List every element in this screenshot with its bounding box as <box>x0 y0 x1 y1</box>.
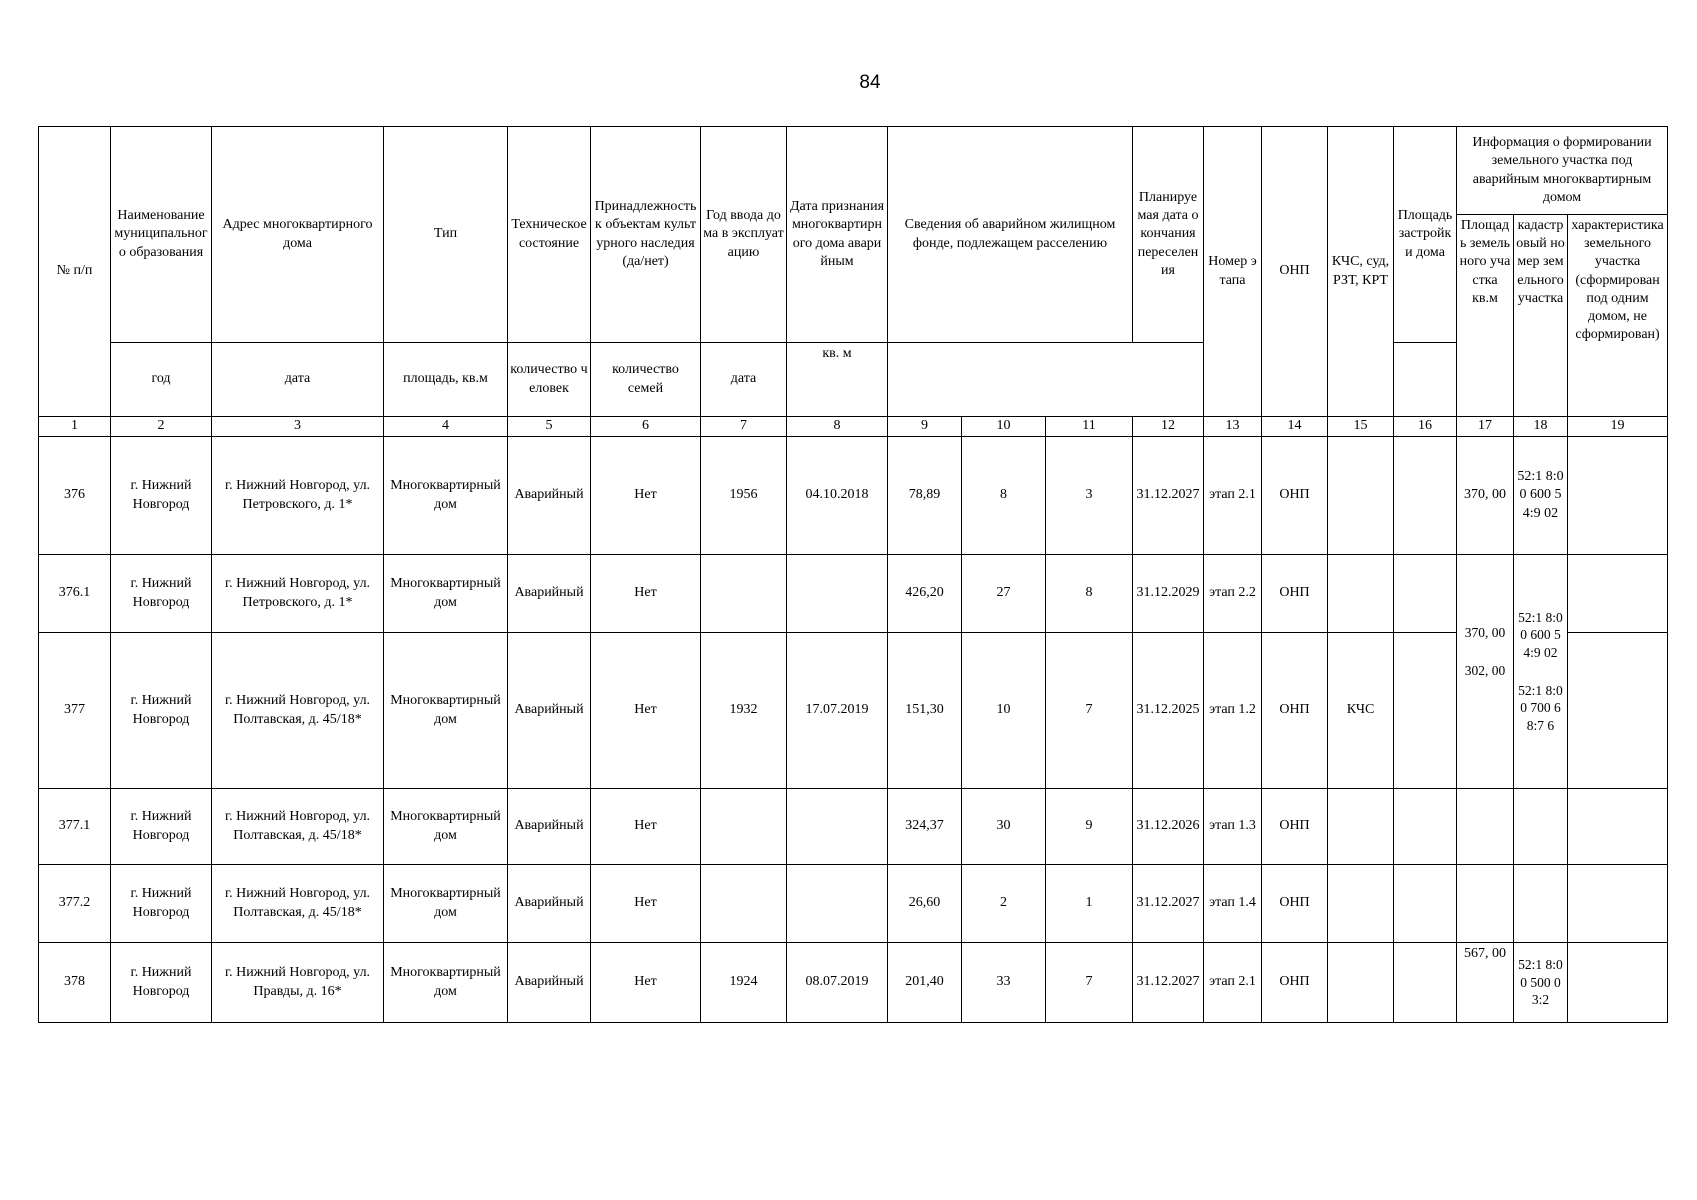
row-stage: этап 2.1 <box>1204 437 1262 555</box>
row-address: г. Нижний Новгород, ул. Правды, д. 16* <box>212 943 384 1023</box>
row-state: Аварийный <box>508 633 591 789</box>
column-number: 3 <box>212 417 384 437</box>
column-number: 17 <box>1457 417 1514 437</box>
row-state: Аварийный <box>508 943 591 1023</box>
row-recognition-date <box>787 789 888 865</box>
column-numbers-row <box>39 417 1668 437</box>
header-row-bottom <box>39 343 1668 417</box>
header-group-land-plot: Информация о формировании земельного участка под аварийным многоквартирным домом <box>1457 127 1668 215</box>
row-type: Многоквартирный дом <box>384 865 508 943</box>
row-year <box>701 789 787 865</box>
header-col-kchs: КЧС, суд, РЗТ, КРТ <box>1328 127 1394 417</box>
row-stage: этап 1.4 <box>1204 865 1262 943</box>
row-address: г. Нижний Новгород, ул. Полтавская, д. 45/18* <box>212 789 384 865</box>
row-stage: этап 2.1 <box>1204 943 1262 1023</box>
spacer <box>1459 679 1511 699</box>
row-land-characteristic <box>1568 943 1668 1023</box>
table-row <box>39 943 1668 1023</box>
row-year: 1932 <box>701 633 787 789</box>
row-cadastral-number: 52:1 8:00 600 54:9 02 <box>1518 609 1563 660</box>
column-number: 8 <box>787 417 888 437</box>
row-year: 1924 <box>701 943 787 1023</box>
emergency-housing-table <box>38 126 1668 1023</box>
row-people: 33 <box>962 943 1046 1023</box>
table-row <box>39 789 1668 865</box>
row-cadastral-merged <box>1514 555 1568 789</box>
header-sub-people: количество человек <box>508 343 591 417</box>
row-municipality: г. Нижний Новгород <box>111 633 212 789</box>
row-people: 2 <box>962 865 1046 943</box>
table-row <box>39 865 1668 943</box>
row-heritage: Нет <box>591 633 701 789</box>
row-year <box>701 555 787 633</box>
row-stage: этап 1.3 <box>1204 789 1262 865</box>
row-kchs <box>1328 789 1394 865</box>
column-number: 2 <box>111 417 212 437</box>
column-number: 13 <box>1204 417 1262 437</box>
row-municipality: г. Нижний Новгород <box>111 437 212 555</box>
header-sub-date: дата <box>212 343 384 417</box>
row-type: Многоквартирный дом <box>384 437 508 555</box>
row-cadastral-number: 52:1 8:00 500 03:2 <box>1514 943 1568 1023</box>
row-land-area <box>1457 789 1514 865</box>
header-sub-area: площадь, кв.м <box>384 343 508 417</box>
table-row <box>39 555 1668 633</box>
row-onp: ОНП <box>1262 555 1328 633</box>
row-cadastral-number <box>1514 865 1568 943</box>
row-municipality: г. Нижний Новгород <box>111 789 212 865</box>
row-planned-date: 31.12.2025 <box>1133 633 1204 789</box>
row-kchs: КЧС <box>1328 633 1394 789</box>
row-state: Аварийный <box>508 789 591 865</box>
row-families: 1 <box>1046 865 1133 943</box>
row-recognition-date <box>787 865 888 943</box>
row-planned-date: 31.12.2027 <box>1133 437 1204 555</box>
row-land-area-value: 302, 00 <box>1464 662 1506 678</box>
row-families: 7 <box>1046 633 1133 789</box>
header-sub-planned-date: дата <box>701 343 787 417</box>
row-land-characteristic <box>1568 789 1668 865</box>
row-families: 7 <box>1046 943 1133 1023</box>
row-kchs <box>1328 555 1394 633</box>
header-col-type: Тип <box>384 127 508 343</box>
row-state: Аварийный <box>508 555 591 633</box>
row-recognition-date: 17.07.2019 <box>787 633 888 789</box>
header-sub-built-area-unit: кв. м <box>787 343 888 417</box>
row-number: 377.2 <box>39 865 111 943</box>
row-onp: ОНП <box>1262 789 1328 865</box>
column-number: 6 <box>591 417 701 437</box>
column-number: 16 <box>1394 417 1457 437</box>
column-number: 1 <box>39 417 111 437</box>
column-number: 9 <box>888 417 962 437</box>
column-number: 7 <box>701 417 787 437</box>
page-number: 84 <box>859 72 881 93</box>
row-planned-date: 31.12.2027 <box>1133 865 1204 943</box>
column-number: 11 <box>1046 417 1133 437</box>
row-cadastral-number <box>1514 789 1568 865</box>
header-col-stage: Номер этапа <box>1204 127 1262 417</box>
header-col-year: Год ввода дома в эксплуатацию <box>701 127 787 343</box>
row-families: 8 <box>1046 555 1133 633</box>
row-address: г. Нижний Новгород, ул. Полтавская, д. 45/18* <box>212 865 384 943</box>
row-land-area <box>1457 865 1514 943</box>
column-number: 5 <box>508 417 591 437</box>
row-people: 27 <box>962 555 1046 633</box>
header-col-land-characteristic: характеристика земельного участка (сформирован под одним домом, не сформирован) <box>1568 215 1668 417</box>
column-number: 12 <box>1133 417 1204 437</box>
row-type: Многоквартирный дом <box>384 633 508 789</box>
header-col-onp: ОНП <box>1262 127 1328 417</box>
row-onp: ОНП <box>1262 633 1328 789</box>
header-col-land-area-unit: кв.м <box>1472 290 1498 306</box>
row-municipality: г. Нижний Новгород <box>111 555 212 633</box>
column-number: 19 <box>1568 417 1668 437</box>
row-type: Многоквартирный дом <box>384 943 508 1023</box>
row-built-area <box>1394 789 1457 865</box>
row-onp: ОНП <box>1262 437 1328 555</box>
row-built-area <box>1394 555 1457 633</box>
row-number: 377.1 <box>39 789 111 865</box>
row-built-area <box>1394 633 1457 789</box>
row-kchs <box>1328 943 1394 1023</box>
row-address: г. Нижний Новгород, ул. Петровского, д. 1* <box>212 437 384 555</box>
row-onp: ОНП <box>1262 865 1328 943</box>
row-state: Аварийный <box>508 437 591 555</box>
row-onp: ОНП <box>1262 943 1328 1023</box>
header-col-planned-date: Планируемая дата окончания переселения <box>1133 127 1204 343</box>
header-sub-year: год <box>111 343 212 417</box>
header-col-state: Техническое состояние <box>508 127 591 343</box>
row-number: 376 <box>39 437 111 555</box>
row-land-area: 370, 00 <box>1457 437 1514 555</box>
header-col-heritage: Принадлежность к объектам культурного наследия (да/нет) <box>591 127 701 343</box>
row-area: 26,60 <box>888 865 962 943</box>
row-people: 10 <box>962 633 1046 789</box>
row-people: 30 <box>962 789 1046 865</box>
header-col-number: № п/п <box>39 127 111 417</box>
row-people: 8 <box>962 437 1046 555</box>
row-number: 377 <box>39 633 111 789</box>
row-land-area-value: 370, 00 <box>1464 624 1506 640</box>
row-land-area: 567, 00 <box>1457 943 1514 1023</box>
row-stage: этап 2.2 <box>1204 555 1262 633</box>
column-number: 4 <box>384 417 508 437</box>
header-col-cadastral: кадастровый номер земельного участка <box>1514 215 1568 417</box>
header-col-land-area <box>1457 215 1514 417</box>
row-address: г. Нижний Новгород, ул. Петровского, д. 1* <box>212 555 384 633</box>
row-municipality: г. Нижний Новгород <box>111 943 212 1023</box>
row-type: Многоквартирный дом <box>384 789 508 865</box>
row-heritage: Нет <box>591 943 701 1023</box>
row-land-characteristic <box>1568 865 1668 943</box>
row-address: г. Нижний Новгород, ул. Полтавская, д. 45/18* <box>212 633 384 789</box>
row-built-area <box>1394 437 1457 555</box>
header-col-recognition-date: Дата признания многоквартирного дома аварийным <box>787 127 888 343</box>
row-year <box>701 865 787 943</box>
row-year: 1956 <box>701 437 787 555</box>
row-built-area <box>1394 943 1457 1023</box>
row-number: 378 <box>39 943 111 1023</box>
table-row <box>39 437 1668 555</box>
row-planned-date: 31.12.2026 <box>1133 789 1204 865</box>
row-area: 151,30 <box>888 633 962 789</box>
row-planned-date: 31.12.2029 <box>1133 555 1204 633</box>
row-municipality: г. Нижний Новгород <box>111 865 212 943</box>
column-number: 15 <box>1328 417 1394 437</box>
header-group-housing-fund: Сведения об аварийном жилищном фонде, подлежащем расселению <box>888 127 1133 343</box>
row-stage: этап 1.2 <box>1204 633 1262 789</box>
row-land-characteristic <box>1568 437 1668 555</box>
row-area: 78,89 <box>888 437 962 555</box>
row-land-characteristic <box>1568 555 1668 633</box>
spacer <box>1459 642 1511 662</box>
row-recognition-date <box>787 555 888 633</box>
column-number: 10 <box>962 417 1046 437</box>
row-number: 376.1 <box>39 555 111 633</box>
row-heritage: Нет <box>591 555 701 633</box>
row-heritage: Нет <box>591 865 701 943</box>
row-kchs <box>1328 865 1394 943</box>
table-row <box>39 633 1668 789</box>
row-state: Аварийный <box>508 865 591 943</box>
column-number: 18 <box>1514 417 1568 437</box>
row-heritage: Нет <box>591 789 701 865</box>
row-area: 201,40 <box>888 943 962 1023</box>
row-families: 9 <box>1046 789 1133 865</box>
row-cadastral-number: 52:1 8:00 700 68:7 6 <box>1518 682 1563 733</box>
header-col-built-area: Площадь застройки дома <box>1394 127 1457 343</box>
row-built-area <box>1394 865 1457 943</box>
header-row-top <box>39 127 1668 215</box>
header-col-land-area-label: Площадь земельного участка <box>1459 218 1511 288</box>
header-col-municipality: Наименование муниципального образования <box>111 127 212 343</box>
row-type: Многоквартирный дом <box>384 555 508 633</box>
column-number: 14 <box>1262 417 1328 437</box>
header-sub-families: количество семей <box>591 343 701 417</box>
spacer <box>1459 699 1511 719</box>
row-recognition-date: 04.10.2018 <box>787 437 888 555</box>
row-families: 3 <box>1046 437 1133 555</box>
row-kchs <box>1328 437 1394 555</box>
row-heritage: Нет <box>591 437 701 555</box>
row-area: 324,37 <box>888 789 962 865</box>
row-recognition-date: 08.07.2019 <box>787 943 888 1023</box>
header-col-address: Адрес многоквартирного дома <box>212 127 384 343</box>
row-land-characteristic <box>1568 633 1668 789</box>
row-area: 426,20 <box>888 555 962 633</box>
row-planned-date: 31.12.2027 <box>1133 943 1204 1023</box>
row-land-area-merged <box>1457 555 1514 789</box>
spacer <box>1516 662 1565 682</box>
row-cadastral-number: 52:1 8:00 600 54:9 02 <box>1514 437 1568 555</box>
